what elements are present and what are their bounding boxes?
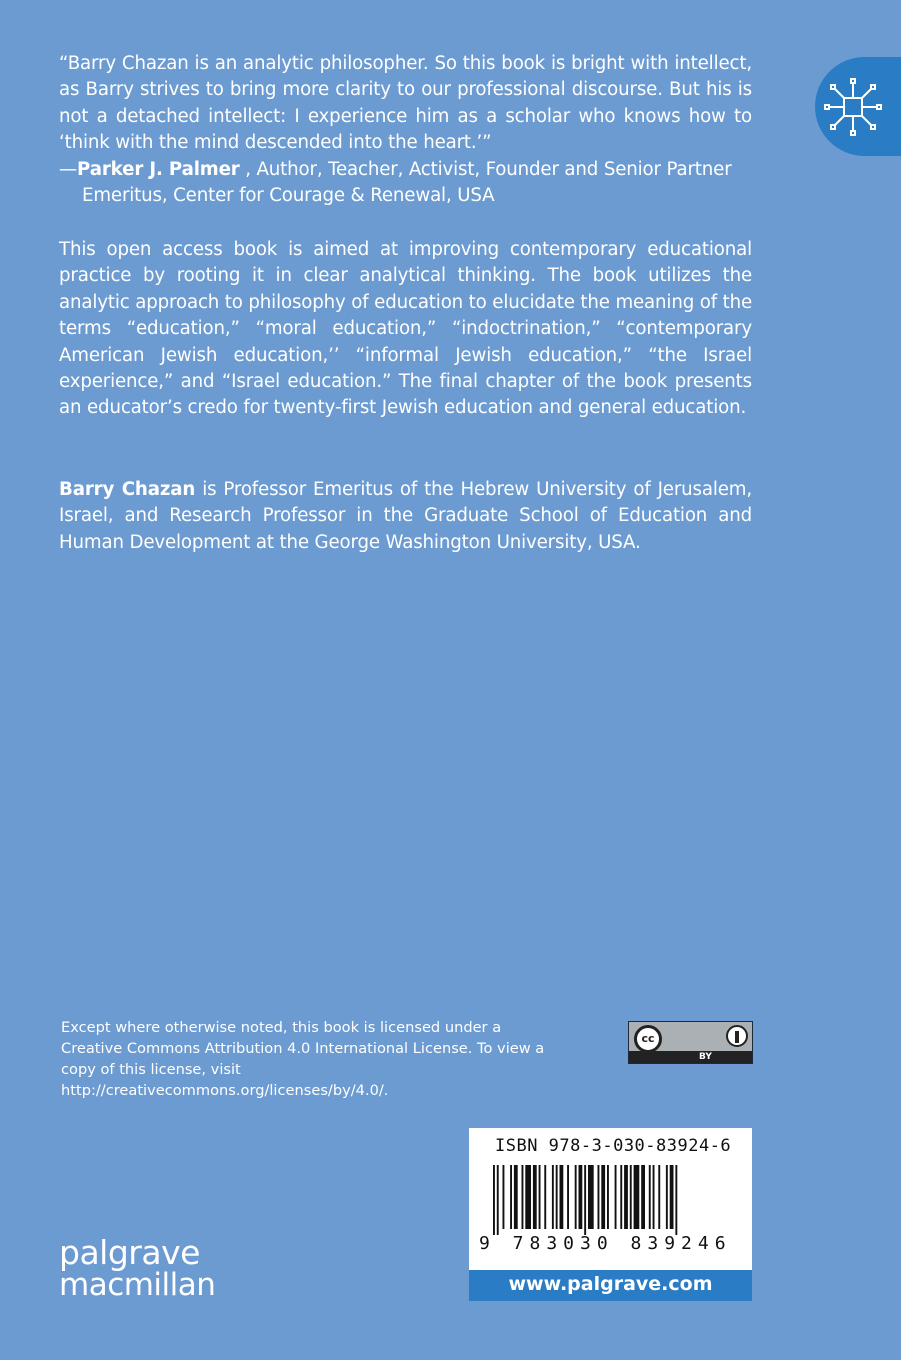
attribution-person-icon [726,1025,748,1047]
quote-author-title: , Author, Teacher, Activist, Founder and Senior Partner Emeritus, Center for Courage & Renewal, USA [82,158,732,207]
palgrave-macmillan-logo [59,1233,216,1303]
barcode-bar [649,1165,651,1229]
cc-icon: cc [634,1025,662,1053]
barcode-bar [575,1165,577,1229]
barcode-bar [615,1165,617,1229]
barcode-bar [624,1165,628,1229]
barcode-bar [497,1165,499,1235]
barcode-bar [653,1165,655,1229]
barcode-bars [479,1165,719,1235]
barcode-bar [620,1165,622,1229]
barcode-bar [579,1165,583,1229]
barcode-bar [630,1165,632,1229]
license-notice: Except where otherwise noted, this book is licensed under a Creative Commons Attribution 4.0 International License. To view a copy of this license, visit http://creativecommons.org/licenses/by/4.0/. [61,1019,545,1099]
endorsement-quote [59,51,752,209]
barcode-bar [556,1165,558,1229]
book-description: This open access book is aimed at improving contemporary educational practice by rooting it in clear analytical thinking. The book utilizes the analytic approach to philosophy of education to elucidate the meaning of the terms “education,” “moral education,” “indoctrination,” “contemporary American Jewish education,’’ “informal Jewish education,” “the Israel experience,” and “Israel education.” The final chapter of the book presents an educator’s credo for twenty-first Jewish education and general education. [59,239,752,419]
barcode-bar [503,1165,505,1229]
barcode-bar [567,1165,569,1229]
cc-by-license-badge [628,1021,753,1064]
barcode-bar [533,1165,537,1229]
isbn-text: ISBN 978-3-030-83924-6 [495,1136,732,1156]
barcode-bar [634,1165,640,1229]
barcode-bar [607,1165,609,1229]
barcode-bar [584,1165,586,1235]
quote-text: “Barry Chazan is an analytic philosopher. So this book is bright with intellect, as Barry strives to bring more clarity to our professional discourse. But his is not a detached intellect: I experience him as a scholar who knows how to ‘think with the mind descended into the heart.’” [59,53,752,154]
barcode-bar [544,1165,546,1229]
barcode-bar [658,1165,660,1229]
barcode-bar [670,1165,674,1229]
author-name: Barry Chazan [59,479,196,500]
barcode-digits: 9 783030 839246 [479,1233,732,1254]
barcode-bar [525,1165,531,1229]
barcode-bar [514,1165,518,1229]
logo-line1: palgrave [59,1233,200,1272]
barcode-bar [510,1165,512,1229]
barcode-bar [588,1165,594,1229]
quote-attribution [59,157,752,210]
quote-author: Parker J. Palmer [77,158,240,180]
barcode-bar [522,1165,524,1229]
barcode-bar [493,1165,495,1235]
barcode-bar [641,1165,645,1229]
by-label: BY [699,1052,712,1062]
barcode-bar [539,1165,541,1229]
open-access-network-icon [815,57,901,156]
author-bio [59,477,752,556]
barcode-bar [601,1165,605,1229]
barcode-bar [552,1165,554,1229]
bio-text: is Professor Emeritus of the Hebrew University of Jerusalem, Israel, and Research Professor in the Graduate School of Education and Human Development at the George Washington University, USA. [59,479,752,553]
barcode-bar [675,1165,677,1235]
logo-line2: macmillan [59,1267,216,1303]
dash: — [59,158,78,180]
barcode-bar [560,1165,564,1229]
isbn-barcode [469,1128,752,1270]
barcode-bar [598,1165,600,1229]
publisher-website[interactable]: www.palgrave.com [469,1270,752,1301]
barcode-bar [666,1165,668,1229]
